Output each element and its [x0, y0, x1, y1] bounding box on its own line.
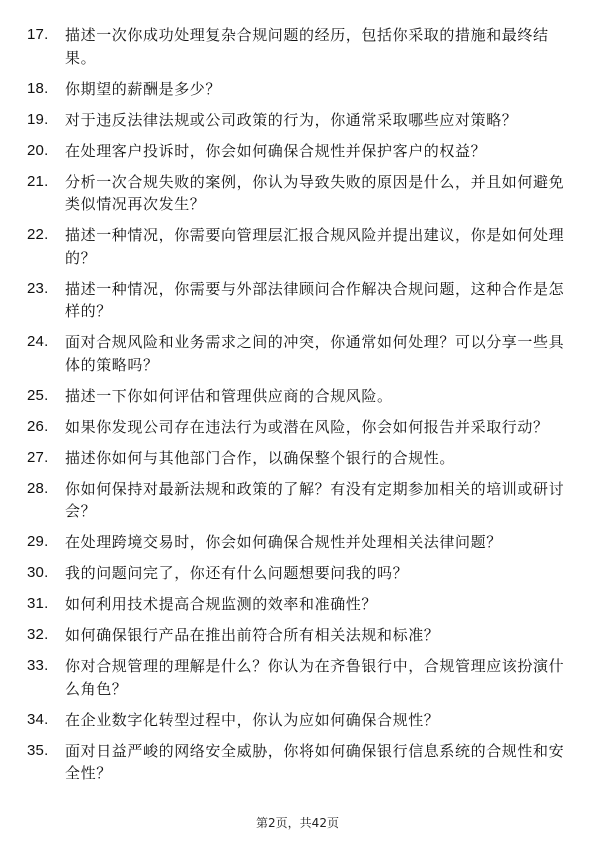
question-text: 对于违反法律法规或公司政策的行为，你通常采取哪些应对策略？ [65, 110, 518, 129]
question-item [27, 655, 567, 700]
question-item [27, 331, 567, 376]
question-number: 23. [27, 279, 49, 297]
question-text: 分析一次合规失败的案例，你认为导致失败的原因是什么，并且如何避免类似情况再次发生？ [65, 172, 565, 213]
question-number: 27. [27, 448, 49, 466]
question-number: 24. [27, 333, 49, 350]
question-text: 你如何保持对最新法规和政策的了解？有没有定期参加相关的培训或研讨会？ [65, 479, 565, 520]
question-item [27, 562, 567, 585]
question-text: 描述你如何与其他部门合作，以确保整个银行的合规性。 [65, 448, 456, 467]
question-text: 描述一种情况，你需要向管理层汇报合规风险并提出建议，你是如何处理的？ [65, 226, 565, 267]
question-number: 20. [27, 141, 49, 159]
question-number: 33. [27, 657, 49, 674]
question-item [27, 24, 567, 69]
page-number-label: 第2页，共42页 [256, 816, 339, 830]
question-number: 29. [27, 533, 49, 550]
question-item [27, 416, 567, 439]
question-item [27, 624, 567, 647]
question-text: 面对日益严峻的网络安全威胁，你将如何确保银行信息系统的合规性和安全性？ [65, 741, 565, 782]
question-text: 在处理客户投诉时，你会如何确保合规性并保护客户的权益？ [65, 141, 487, 160]
question-text: 你对合规管理的理解是什么？你认为在齐鲁银行中，合规管理应该扮演什么角色？ [65, 657, 565, 698]
question-number: 19. [27, 110, 49, 128]
question-number: 31. [27, 595, 49, 612]
question-item [27, 709, 567, 732]
question-number: 25. [27, 386, 49, 404]
question-item [27, 531, 567, 554]
question-list [27, 24, 567, 793]
question-item [27, 385, 567, 408]
question-text: 你期望的薪酬是多少？ [65, 79, 222, 98]
question-number: 21. [27, 172, 49, 190]
question-number: 22. [27, 226, 49, 243]
question-number: 32. [27, 626, 49, 643]
question-item [27, 140, 567, 163]
question-number: 35. [27, 741, 49, 759]
question-text: 描述一次你成功处理复杂合规问题的经历，包括你采取的措施和最终结果。 [65, 26, 549, 67]
question-text: 描述一种情况，你需要与外部法律顾问合作解决合规问题，这种合作是怎样的？ [65, 279, 565, 320]
question-number: 34. [27, 710, 49, 728]
question-number: 30. [27, 564, 49, 581]
question-item [27, 278, 567, 323]
question-item [27, 593, 567, 616]
question-text: 如何利用技术提高合规监测的效率和准确性？ [65, 595, 378, 613]
question-item [27, 478, 567, 523]
question-number: 18. [27, 79, 49, 97]
question-item [27, 78, 567, 101]
question-item [27, 224, 567, 269]
question-item [27, 109, 567, 132]
question-text: 如果你发现公司存在违法行为或潜在风险，你会如何报告并采取行动？ [65, 417, 549, 436]
question-number: 28. [27, 479, 49, 497]
question-item [27, 740, 567, 785]
question-text: 面对合规风险和业务需求之间的冲突，你通常如何处理？可以分享一些具体的策略吗？ [65, 333, 565, 374]
page-footer [0, 816, 595, 830]
question-item [27, 447, 567, 470]
question-text: 在企业数字化转型过程中，你认为应如何确保合规性？ [65, 710, 440, 729]
question-text: 我的问题问完了，你还有什么问题想要问我的吗？ [65, 564, 409, 582]
question-text: 在处理跨境交易时，你会如何确保合规性并处理相关法律问题？ [65, 533, 502, 551]
question-number: 26. [27, 417, 49, 435]
question-text: 描述一下你如何评估和管理供应商的合规风险。 [65, 386, 393, 405]
question-number: 17. [27, 26, 49, 43]
question-text: 如何确保银行产品在推出前符合所有相关法规和标准？ [65, 626, 440, 644]
question-item [27, 171, 567, 216]
